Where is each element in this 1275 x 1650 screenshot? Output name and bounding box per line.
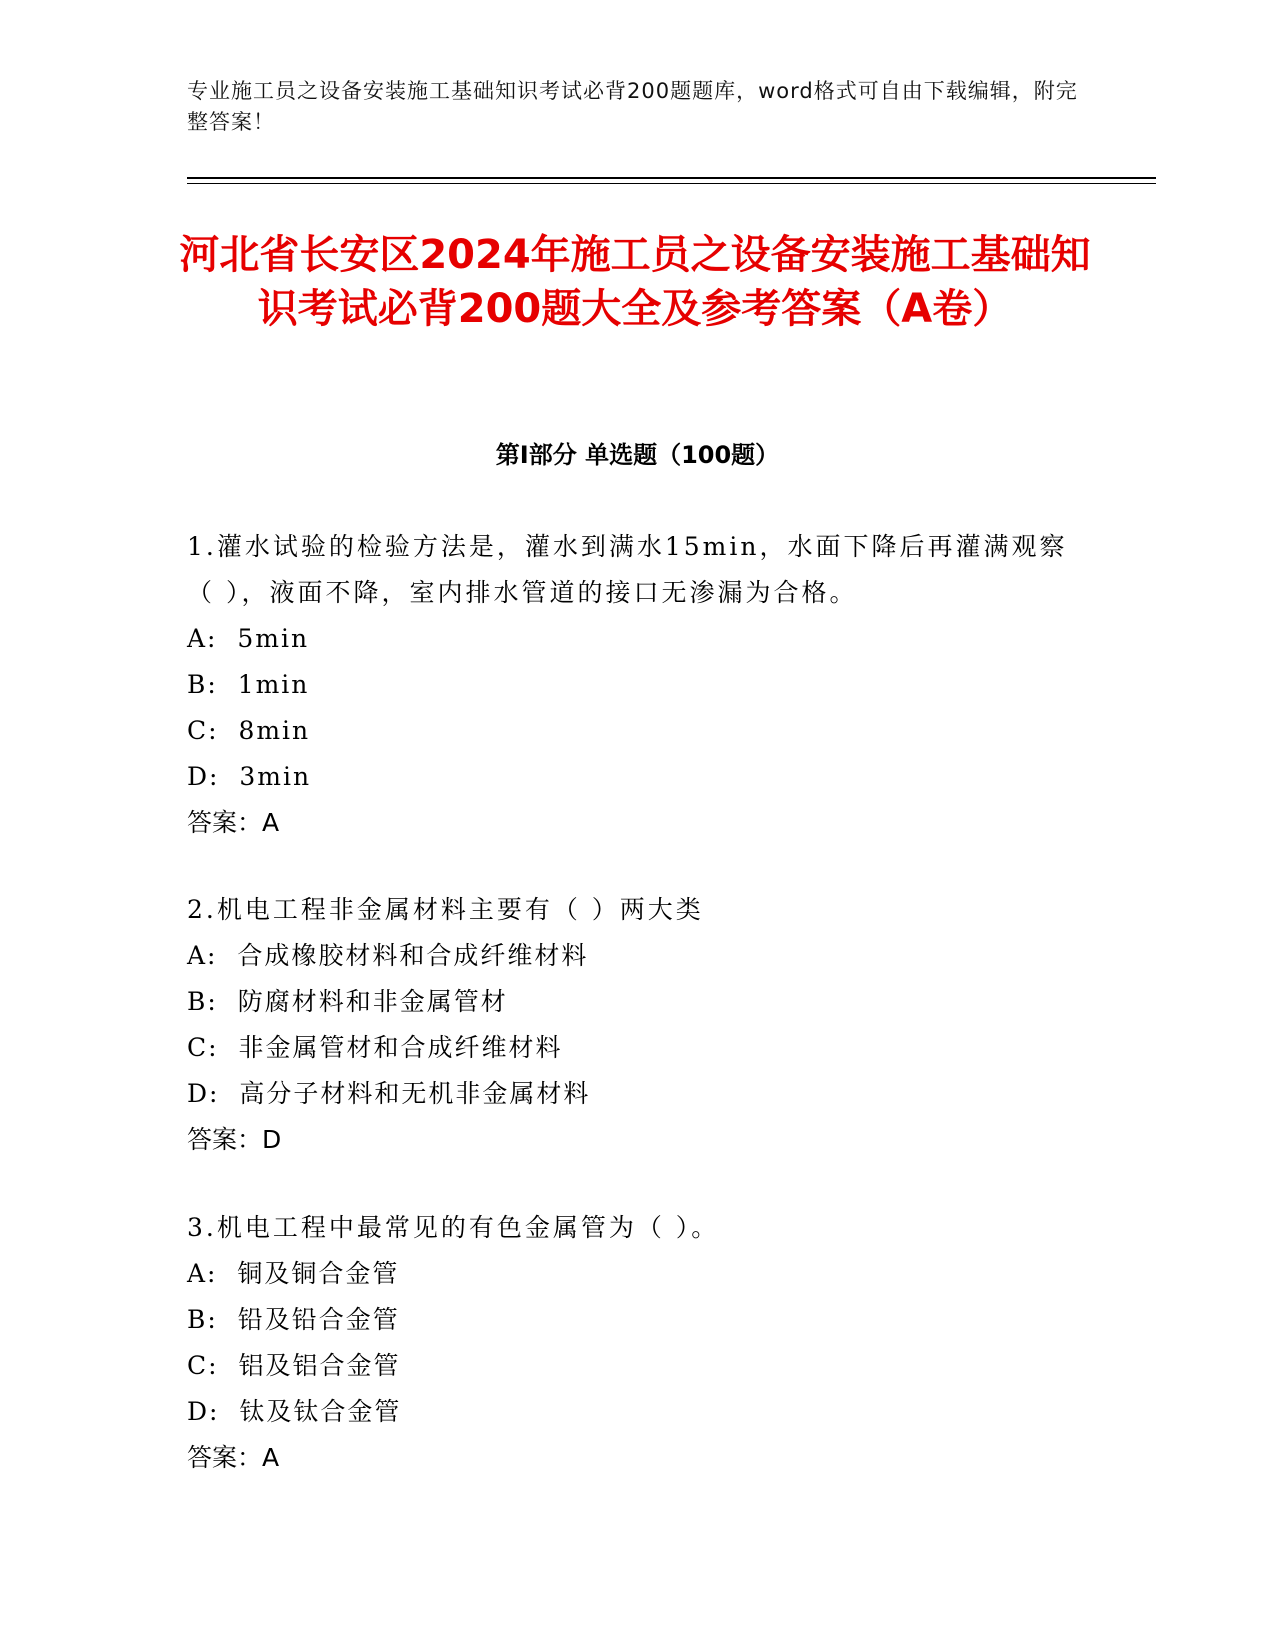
option-d: D: 高分子材料和无机非金属材料 — [187, 1079, 591, 1108]
option-c: C: 8min — [187, 716, 311, 745]
answer: 答案：A — [187, 1443, 280, 1472]
option-d: D: 钛及钛合金管 — [187, 1397, 402, 1426]
option-a: A: 5min — [187, 624, 310, 653]
question-stem: 3.机电工程中最常见的有色金属管为（ ）。 — [187, 1213, 720, 1242]
question-stem: 1.灌水试验的检验方法是，灌水到满水15min，水面下降后再灌满观察（ ），液面不降，室内排水管道的接口无渗漏为合格。 — [187, 532, 1068, 607]
answer: 答案：A — [187, 808, 280, 837]
question-stem: 2.机电工程非金属材料主要有（ ）两大类 — [187, 895, 704, 924]
option-b: B: 铅及铅合金管 — [187, 1305, 400, 1334]
question-3 — [187, 1205, 1087, 1481]
header-rule-thin — [187, 183, 1156, 184]
option-c: C: 铝及铝合金管 — [187, 1351, 401, 1380]
header-rule-thick — [187, 177, 1156, 179]
header-note: 专业施工员之设备安装施工基础知识考试必背200题题库，word格式可自由下载编辑，附完整答案！ — [187, 79, 1078, 134]
option-d: D: 3min — [187, 762, 312, 791]
question-2 — [187, 887, 1087, 1163]
answer: 答案：D — [187, 1125, 282, 1154]
section-title: 第I部分 单选题（100题） — [495, 441, 780, 469]
option-b: B: 防腐材料和非金属管材 — [187, 987, 508, 1016]
option-a: A: 铜及铜合金管 — [187, 1259, 400, 1288]
option-a: A: 合成橡胶材料和合成纤维材料 — [187, 941, 589, 970]
option-c: C: 非金属管材和合成纤维材料 — [187, 1033, 563, 1062]
document-title: 河北省长安区2024年施工员之设备安装施工基础知识考试必背200题大全及参考答案（A卷） — [179, 232, 1091, 332]
option-b: B: 1min — [187, 670, 310, 699]
question-1 — [187, 524, 1087, 846]
